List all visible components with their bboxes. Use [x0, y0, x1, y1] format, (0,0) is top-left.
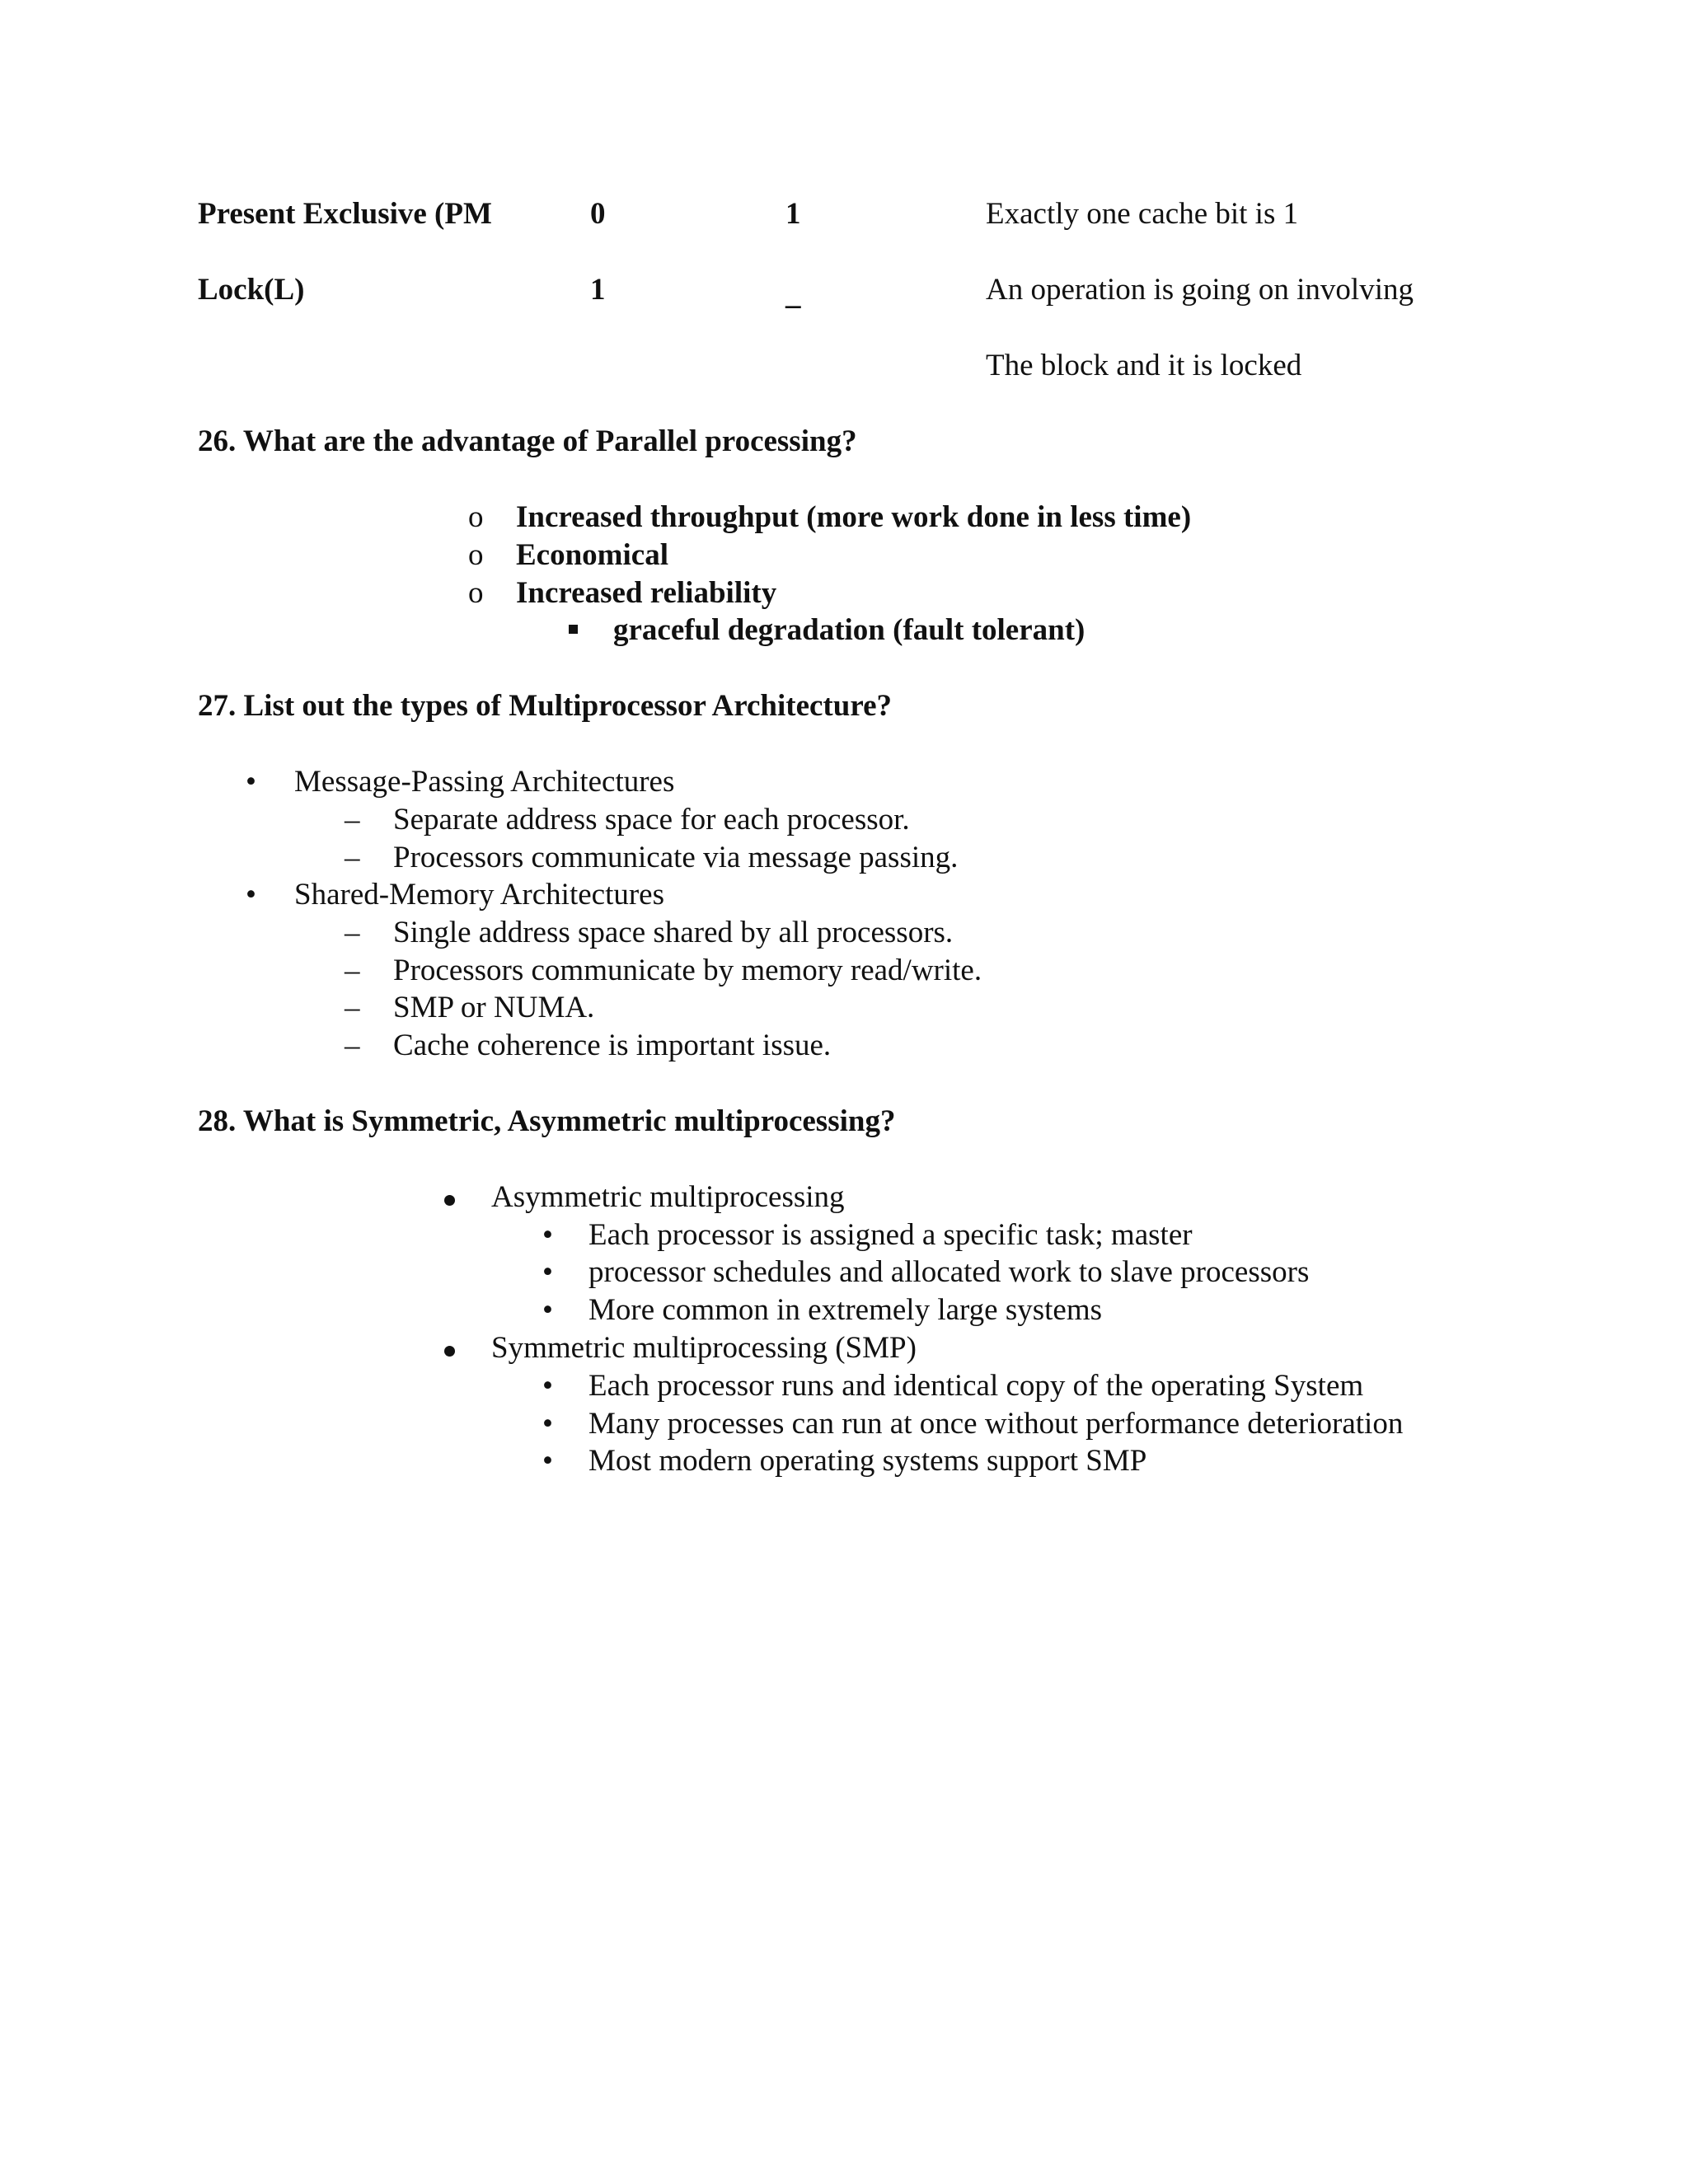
bullet-icon: •: [542, 1293, 553, 1327]
dash-bullet-icon: –: [345, 991, 360, 1024]
list-item: Increased throughput (more work done in less time): [516, 500, 1192, 534]
state-name-present-exclusive: Present Exclusive (PM: [198, 197, 492, 231]
state-col2-value: _: [785, 278, 801, 312]
list-subitem: Most modern operating systems support SMP: [588, 1444, 1147, 1478]
dash-bullet-icon: –: [345, 916, 360, 949]
filled-bullet-icon: [444, 1346, 455, 1357]
dash-bullet-icon: –: [345, 803, 360, 837]
list-subitem: Separate address space for each processor.: [393, 803, 910, 837]
list-subitem: More common in extremely large systems: [588, 1293, 1103, 1327]
question-heading: 27. List out the types of Multiprocessor Architecture?: [198, 689, 893, 723]
list-item: Asymmetric multiprocessing: [491, 1180, 845, 1214]
list-item: Shared-Memory Architectures: [294, 878, 664, 912]
bullet-icon: •: [542, 1255, 553, 1289]
state-description: An operation is going on involving: [986, 273, 1414, 307]
list-subitem: Processors communicate by memory read/write.: [393, 954, 982, 987]
list-subitem: Processors communicate via message passing.: [393, 841, 959, 874]
bullet-icon: •: [542, 1407, 553, 1441]
dash-bullet-icon: –: [345, 841, 360, 874]
square-bullet-icon: [569, 625, 578, 634]
bullet-icon: •: [246, 765, 256, 799]
list-subitem: Single address space shared by all processors.: [393, 916, 954, 949]
state-col1-value: 1: [590, 273, 606, 307]
list-subitem: processor schedules and allocated work to slave processors: [588, 1255, 1310, 1289]
list-item: Increased reliability: [516, 576, 777, 610]
state-col2-value: 1: [785, 197, 801, 231]
question-heading: 26. What are the advantage of Parallel processing?: [198, 424, 857, 458]
list-subitem: Each processor is assigned a specific task; master: [588, 1218, 1193, 1252]
filled-bullet-icon: [444, 1195, 455, 1206]
bullet-icon: •: [542, 1218, 553, 1252]
bullet-icon: •: [542, 1444, 553, 1478]
list-item: Economical: [516, 538, 668, 572]
dash-bullet-icon: –: [345, 1029, 360, 1062]
state-col1-value: 0: [590, 197, 606, 231]
circle-bullet-icon: o: [468, 538, 484, 572]
state-description: The block and it is locked: [986, 349, 1302, 382]
circle-bullet-icon: o: [468, 576, 484, 610]
list-subitem: graceful degradation (fault tolerant): [613, 613, 1085, 647]
circle-bullet-icon: o: [468, 500, 484, 534]
dash-bullet-icon: –: [345, 954, 360, 987]
state-name-lock: Lock(L): [198, 273, 305, 307]
list-subitem: Cache coherence is important issue.: [393, 1029, 832, 1062]
question-heading: 28. What is Symmetric, Asymmetric multiprocessing?: [198, 1104, 896, 1138]
list-subitem: SMP or NUMA.: [393, 991, 595, 1024]
list-item: Symmetric multiprocessing (SMP): [491, 1331, 917, 1365]
bullet-icon: •: [542, 1369, 553, 1403]
list-item: Message-Passing Architectures: [294, 765, 675, 799]
state-description: Exactly one cache bit is 1: [986, 197, 1299, 231]
list-subitem: Each processor runs and identical copy of the operating System: [588, 1369, 1364, 1403]
list-subitem: Many processes can run at once without performance deterioration: [588, 1407, 1404, 1441]
bullet-icon: •: [246, 878, 256, 912]
